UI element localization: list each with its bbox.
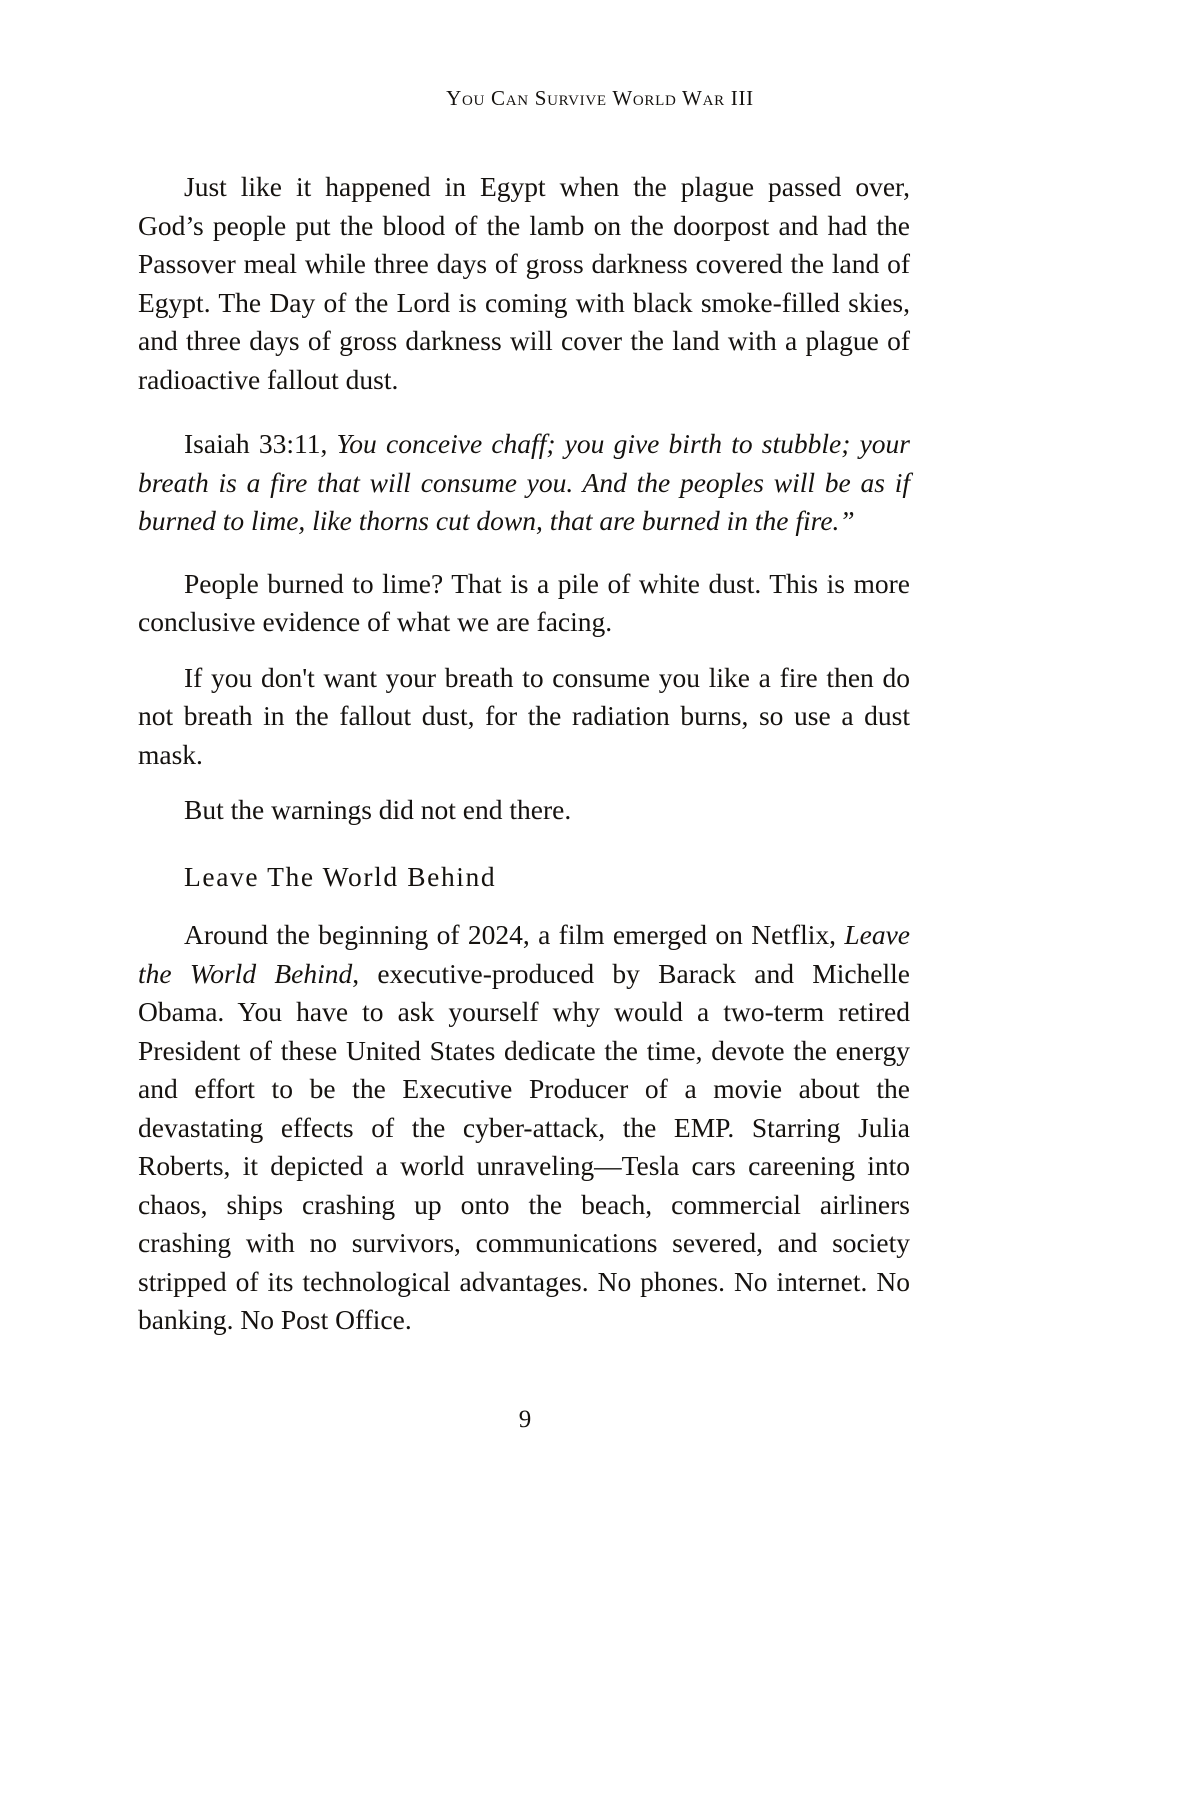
paragraph-text-lead: Around the beginning of 2024, a film emerged on Netflix, bbox=[184, 919, 845, 950]
paragraph-burned-to-lime: People burned to lime? That is a pile of white dust. This is more conclusive evidence of what we are facing. bbox=[138, 567, 910, 637]
paragraph-warnings: But the warnings did not end there. bbox=[184, 794, 572, 825]
section-subheading: Leave The World Behind bbox=[184, 860, 497, 892]
page-number: 9 bbox=[518, 1406, 532, 1433]
paragraph-netflix-film bbox=[138, 916, 910, 1340]
scripture-quote: You conceive chaff; you give birth to stubble; your breath is a fire that will consume you. And the peoples will be as if burned to lime, like thorns cut down, that are burned in the fire.” bbox=[138, 428, 910, 536]
paragraph-egypt-plague: Just like it happened in Egypt when the plague passed over, God’s people put the blood of the lamb on the doorpost and had the Passover meal while three days of gross darkness covered the land of Egypt. The Day of the Lord is coming with black smoke-filled skies, and three days of gross darkness will cover the land with a plague of radioactive fallout dust. bbox=[138, 171, 910, 395]
film-title: Leave the World Behind bbox=[138, 919, 910, 989]
scripture-reference: Isaiah 33:11, bbox=[184, 428, 337, 459]
paragraph-dust-mask: If you don't want your breath to consume you like a fire then do not breath in the fallout dust, for the radiation burns, so use a dust mask. bbox=[138, 661, 910, 770]
body-text-block bbox=[138, 168, 910, 1357]
scripture-block-isaiah bbox=[138, 425, 910, 541]
running-head: You Can Survive World War III bbox=[446, 86, 754, 110]
paragraph-text-rest: , executive-produced by Barack and Michelle Obama. You have to ask yourself why would a two-term retired President of these United States dedicate the time, devote the energy and effort to be the Executive Producer of a movie about the devastating effects of the cyber-attack, the EMP. Starring Julia Roberts, it depicted a world unraveling—Tesla cars careening into chaos, ships crashing up onto the beach, commercial airliners crashing with no survivors, communications severed, and society stripped of its technological advantages. No phones. No internet. No banking. No Post Office. bbox=[138, 957, 910, 1335]
